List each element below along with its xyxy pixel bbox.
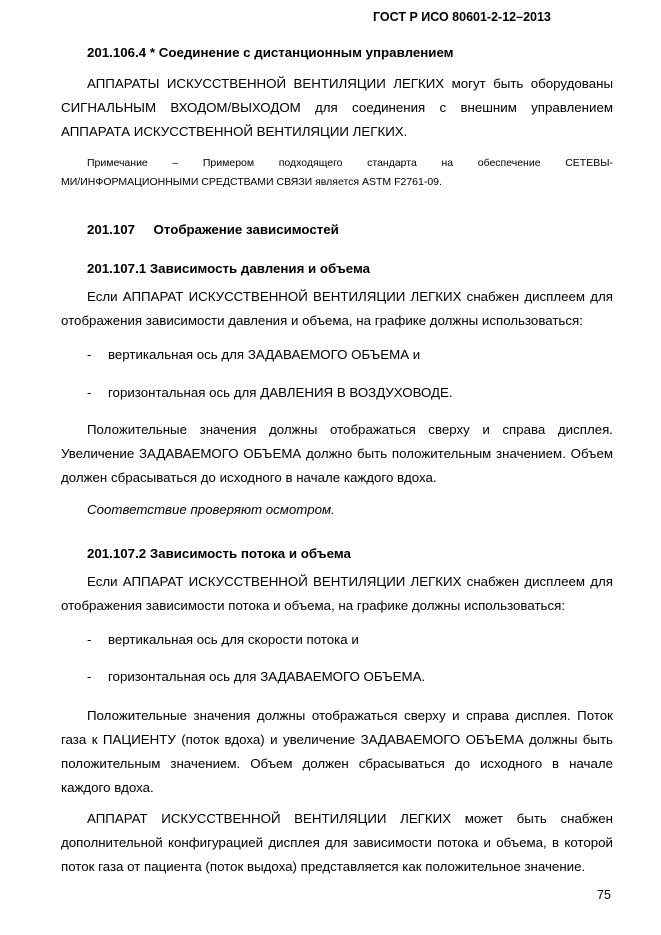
paragraph-pressure-volume-intro xyxy=(61,285,613,333)
note-line: Примечание – Примером подходящего стандарта на обеспечение СЕТЕВЫ- xyxy=(87,157,613,169)
text-line: АППАРАТ ИСКУССТВЕННОЙ ВЕНТИЛЯЦИИ ЛЕГКИХ может быть снабжен xyxy=(87,811,613,826)
section-heading-201-107-2: 201.107.2 Зависимость потока и объема xyxy=(87,546,351,561)
paragraph-additional-display xyxy=(61,807,613,879)
text-line: Положительные значения должны отображаться сверху и справа дисплея. Поток xyxy=(87,708,613,723)
text-line: поток газа от пациента (поток выдоха) представляется как положительное значение. xyxy=(61,859,586,874)
text-line: положительным значением. Объем должен сбрасываться до исходного в начале xyxy=(61,756,613,771)
text-line: дополнительной конфигурацией дисплея для зависимости потока и объема, в которой xyxy=(61,835,613,850)
text-line: Если АППАРАТ ИСКУССТВЕННОЙ ВЕНТИЛЯЦИИ ЛЕГКИХ снабжен дисплеем для xyxy=(87,574,613,589)
paragraph-flow-volume-body xyxy=(61,704,613,800)
paragraph-flow-volume-intro xyxy=(61,570,613,618)
section-heading-201-107-1: 201.107.1 Зависимость давления и объема xyxy=(87,261,371,276)
text-line: Положительные значения должны отображаться сверху и справа дисплея. xyxy=(87,422,613,437)
list-item: - горизонтальная ось для ДАВЛЕНИЯ В ВОЗДУХОВОДЕ. xyxy=(87,385,453,400)
note-line: МИ/ИНФОРМАЦИОННЫМИ СРЕДСТВАМИ СВЯЗИ является ASTM F2761-09. xyxy=(61,176,442,188)
list-item: - вертикальная ось для ЗАДАВАЕМОГО ОБЪЕМА и xyxy=(87,347,421,362)
text-line: газа к ПАЦИЕНТУ (поток вдоха) и увеличение ЗАДАВАЕМОГО ОБЪЕМА должны быть xyxy=(61,732,613,747)
compliance-statement: Соответствие проверяют осмотром. xyxy=(87,502,335,517)
section-heading-201-107: 201.107 Отображение зависимостей xyxy=(87,222,339,237)
document-header: ГОСТ Р ИСО 80601-2-12–2013 xyxy=(373,10,551,24)
note-paragraph xyxy=(61,154,613,192)
text-line: Увеличение ЗАДАВАЕМОГО ОБЪЕМА должно быть положительным значением. Объем xyxy=(61,446,613,461)
text-line: СИГНАЛЬНЫМ ВХОДОМ/ВЫХОДОМ для соединения с внешним управлением xyxy=(61,100,613,115)
list-item: - горизонтальная ось для ЗАДАВАЕМОГО ОБЪЕМА. xyxy=(87,669,426,684)
section-heading-201-106-4: 201.106.4 * Соединение с дистанционным управлением xyxy=(87,45,454,60)
paragraph-pressure-volume-body xyxy=(61,418,613,490)
text-line: каждого вдоха. xyxy=(61,780,154,795)
text-line: должен сбрасываться до исходного в начале каждого вдоха. xyxy=(61,470,437,485)
text-line: Если АППАРАТ ИСКУССТВЕННОЙ ВЕНТИЛЯЦИИ ЛЕГКИХ снабжен дисплеем для xyxy=(87,289,613,304)
text-line: АППАРАТЫ ИСКУССТВЕННОЙ ВЕНТИЛЯЦИИ ЛЕГКИХ могут быть оборудованы xyxy=(87,76,613,91)
text-line: АППАРАТА ИСКУССТВЕННОЙ ВЕНТИЛЯЦИИ ЛЕГКИХ. xyxy=(61,124,408,139)
paragraph-remote-control xyxy=(61,72,613,144)
text-line: отображения зависимости давления и объема, на графике должны использоваться: xyxy=(61,313,583,328)
list-item: - вертикальная ось для скорости потока и xyxy=(87,632,359,647)
page-number: 75 xyxy=(597,888,611,902)
text-line: отображения зависимости потока и объема, на графике должны использоваться: xyxy=(61,598,566,613)
